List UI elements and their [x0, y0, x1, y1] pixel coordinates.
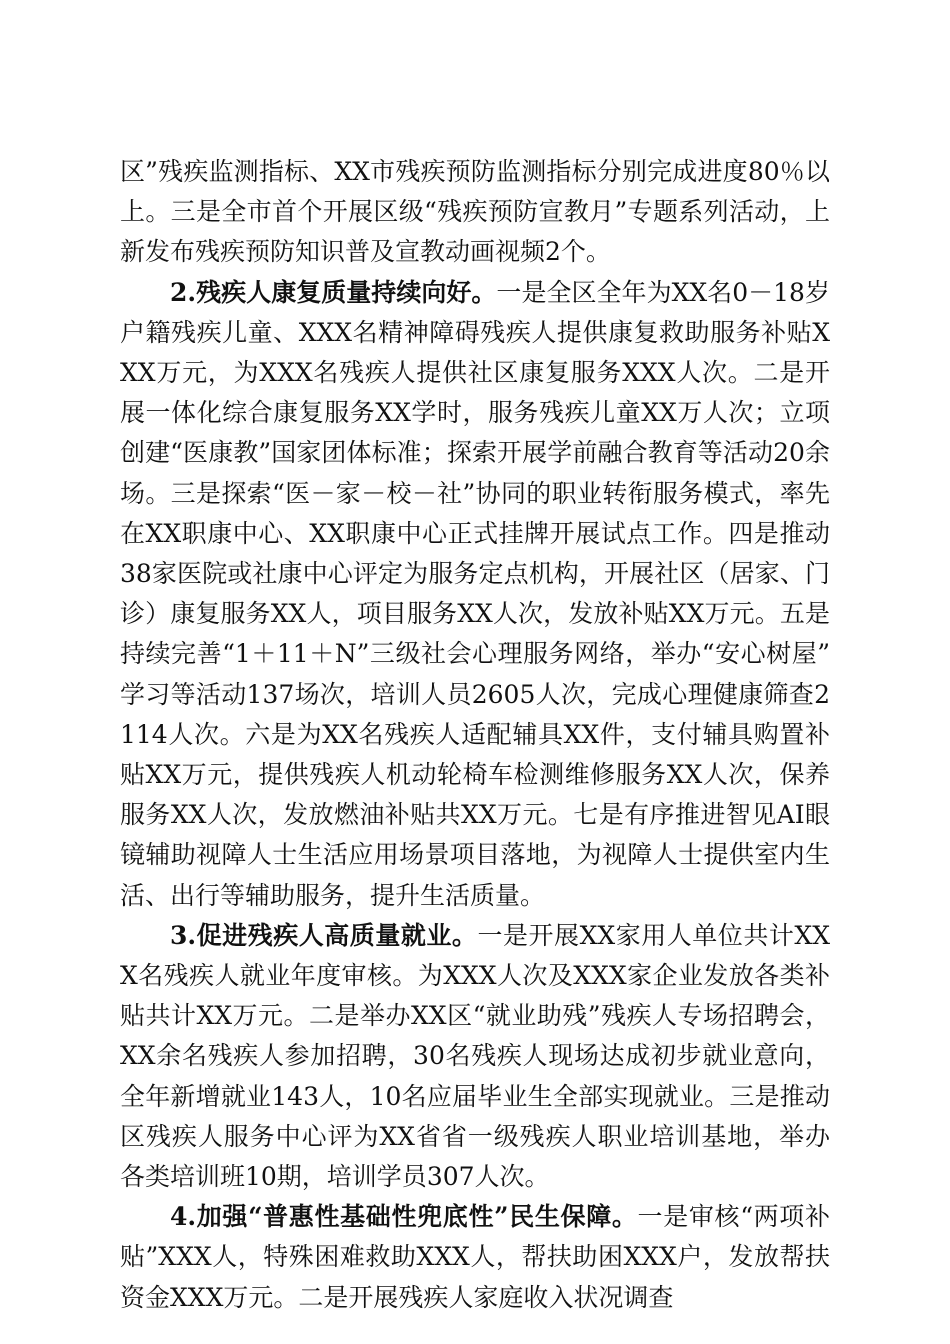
section-heading-livelihood: 4.加强“普惠性基础性兜底性”民生保障。 — [170, 1202, 638, 1232]
paragraph-rehabilitation — [120, 273, 830, 916]
paragraph-employment — [120, 916, 830, 1197]
paragraph-text: 区”残疾监测指标、XX市残疾预防监测指标分别完成进度80％以上。三是全市首个开展区级“残疾预防宣教月”专题系列活动，上新发布残疾预防知识普及宣教动画视频2个。 — [120, 157, 830, 267]
paragraph-livelihood — [120, 1197, 830, 1318]
paragraph-continuation — [120, 152, 830, 273]
section-heading-rehabilitation: 2.残疾人康复质量持续向好。 — [170, 277, 497, 307]
paragraph-text: 一是开展XX家用人单位共计XXX名残疾人就业年度审核。为XXX人次及XXX家企业发放各类补贴共计XX万元。二是举办XX区“就业助残”残疾人专场招聘会，XX余名残疾人参加招聘，30名残疾人现场达成初步就业意向，全年新增就业143人，10名应届毕业生全部实现就业。三是推动区残疾人服务中心评为XX省省一级残疾人职业培训基地，举办各类培训班10期，培训学员307人次。 — [120, 920, 830, 1192]
paragraph-text: 一是全区全年为XX名0－18岁户籍残疾儿童、XXX名精神障碍残疾人提供康复救助服务补贴XXX万元，为XXX名残疾人提供社区康复服务XXX人次。二是开展一体化综合康复服务XX学时，服务残疾儿童XX万人次；立项创建“医康教”国家团体标准；探索开展学前融合教育等活动20余场。三是探索“医－家－校－社”协同的职业转衔服务模式，率先在XX职康中心、XX职康中心正式挂牌开展试点工作。四是推动38家医院或社康中心评定为服务定点机构，开展社区（居家、门诊）康复服务XX人，项目服务XX人次，发放补贴XX万元。五是持续完善“1＋11＋N”三级社会心理服务网络，举办“安心树屋”学习等活动137场次，培训人员2605人次，完成心理健康筛查2114人次。六是为XX名残疾人适配辅具XX件，支付辅具购置补贴XX万元，提供残疾人机动轮椅车检测维修服务XX人次，保养服务XX人次，发放燃油补贴共XX万元。七是有序推进智见AI眼镜辅助视障人士生活应用场景项目落地，为视障人士提供室内生活、出行等辅助服务，提升生活质量。 — [120, 277, 830, 910]
paragraph-text: 一是审核“两项补贴”XXX人，特殊困难救助XXX人，帮扶助困XXX户，发放帮扶资金XXX万元。二是开展残疾人家庭收入状况调查 — [120, 1202, 830, 1312]
section-heading-employment: 3.促进残疾人高质量就业。 — [170, 920, 478, 950]
document-body — [120, 152, 830, 1318]
